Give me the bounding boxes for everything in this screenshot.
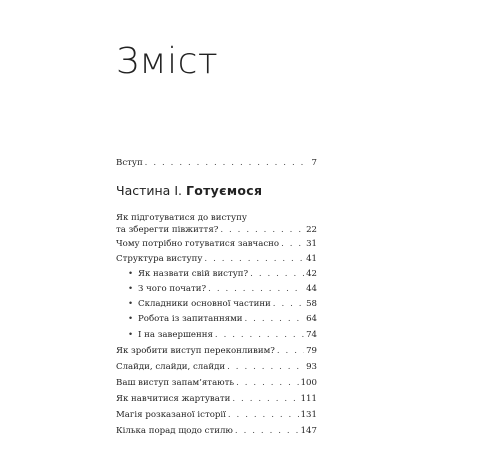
toc-page-number: 42	[306, 269, 317, 279]
toc-page-number: 64	[306, 314, 317, 324]
dot-leader	[145, 157, 310, 169]
dot-leader	[232, 393, 298, 405]
toc-entry-label-line1: Як підготуватися до виступу	[116, 213, 247, 223]
dot-leader	[273, 298, 304, 310]
toc-entry-label: З чого почати?	[138, 284, 207, 294]
toc-entry[interactable]	[116, 253, 317, 265]
part-prefix: Частина І.	[116, 183, 182, 198]
toc-page-number: 41	[306, 254, 317, 264]
toc-page-number: 7	[311, 158, 317, 168]
bullet-icon: •	[128, 330, 134, 340]
toc-entry-label: Як навчитися жартувати	[116, 394, 231, 404]
toc-entry-label-line2: та зберегти півжиття?	[116, 225, 219, 235]
toc-entry[interactable]	[116, 361, 317, 373]
bullet-icon: •	[128, 284, 134, 294]
toc-entry[interactable]	[116, 377, 317, 389]
toc-entry[interactable]	[116, 345, 317, 357]
dot-leader	[277, 345, 304, 357]
toc-entry-label: Кілька порад щодо стилю	[116, 426, 233, 436]
toc-entry-label: Слайди, слайди, слайди	[116, 362, 226, 372]
toc-entry[interactable]	[116, 425, 317, 437]
toc-subentry[interactable]	[128, 329, 317, 341]
bullet-icon: •	[128, 314, 134, 324]
toc-entry-label: І на завершення	[138, 330, 213, 340]
toc-entry-label: Структура виступу	[116, 254, 203, 264]
dot-leader	[250, 268, 304, 280]
toc-page-number: 79	[306, 346, 317, 356]
dot-leader	[204, 253, 304, 265]
bullet-icon: •	[128, 269, 134, 279]
dot-leader	[235, 425, 299, 437]
dot-leader	[245, 313, 305, 325]
toc-entry-label: Ваш виступ запам’ятають	[116, 378, 235, 388]
toc-subentry[interactable]	[128, 268, 317, 280]
toc-entry[interactable]	[116, 212, 317, 236]
toc-entry-label: Чому потрібно готуватися завчасно	[116, 239, 280, 249]
toc-entry[interactable]	[116, 409, 317, 421]
toc-page-number: 93	[306, 362, 317, 372]
toc-page-number: 111	[300, 394, 317, 404]
dot-leader	[281, 238, 304, 250]
toc-page-number: 31	[306, 239, 317, 249]
toc-entry[interactable]	[116, 238, 317, 250]
page-title: Зміст	[116, 41, 219, 82]
bullet-icon: •	[128, 299, 134, 309]
dot-leader	[228, 409, 299, 421]
toc-entry-label: Робота із запитаннями	[138, 314, 243, 324]
toc-page-number: 74	[306, 330, 317, 340]
toc-subentry[interactable]	[128, 298, 317, 310]
toc-entry-label: Як назвати свій виступ?	[138, 269, 249, 279]
toc-page-number: 131	[300, 410, 317, 420]
toc-subentry[interactable]	[128, 283, 317, 295]
dot-leader	[215, 329, 304, 341]
toc-page-number: 44	[306, 284, 317, 294]
dot-leader	[220, 224, 304, 236]
toc-page-number: 147	[300, 426, 317, 436]
dot-leader	[236, 377, 298, 389]
toc-entry-label: Магія розказаної історії	[116, 410, 226, 420]
toc-page-number: 22	[306, 225, 317, 235]
toc-entry-label: Як зробити виступ переконливим?	[116, 346, 275, 356]
toc-page-number: 100	[300, 378, 317, 388]
toc-subentry[interactable]	[128, 313, 317, 325]
dot-leader	[208, 283, 304, 295]
toc-page-number: 58	[306, 299, 317, 309]
toc-entry-intro[interactable]	[116, 157, 317, 169]
toc-entry[interactable]	[116, 393, 317, 405]
dot-leader	[227, 361, 304, 373]
part-name: Готуємося	[185, 183, 263, 198]
part-heading	[116, 183, 262, 199]
toc-entry-label: Складники основної частини	[138, 299, 271, 309]
toc-entry-label: Вступ	[116, 158, 143, 168]
